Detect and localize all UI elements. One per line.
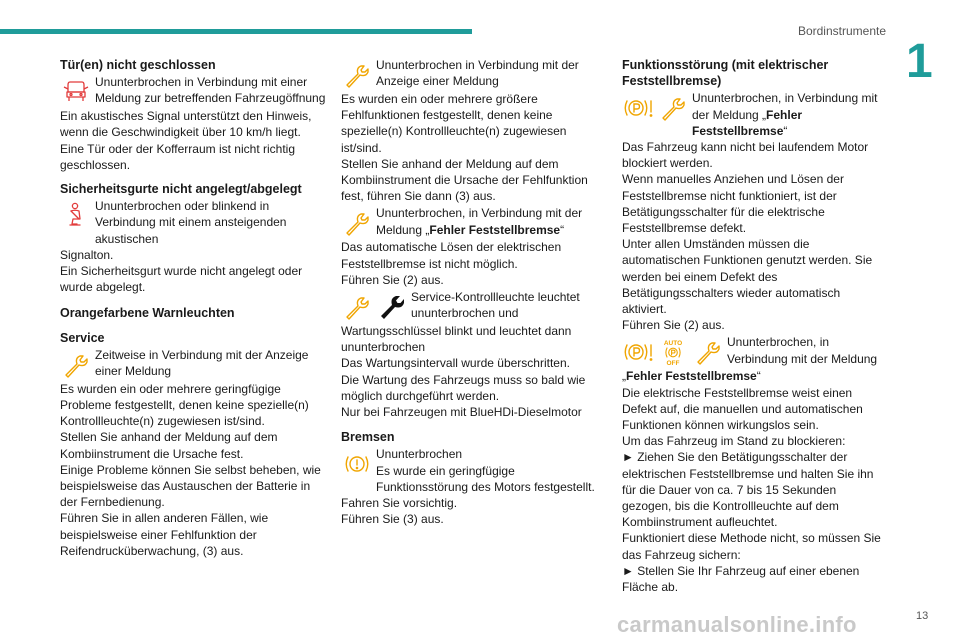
major-fault-item-text: Ununterbrochen in Verbindung mit der Anzeige einer Meldung (376, 58, 579, 89)
item-doors (60, 74, 326, 108)
column-1 (60, 57, 326, 559)
item-parking-brake-fault (341, 205, 603, 239)
paragraph: Ein Sicherheitsgurt wurde nicht angelegt oder wurde abgelegt. (60, 264, 303, 295)
off-label: OFF (666, 360, 680, 368)
wrench-warning-icon (341, 59, 373, 91)
paragraph: Einige Probleme können Sie selbst beheben, wie beispielsweise das Austauschen der Batterie in der Fernbedienung. (60, 462, 321, 510)
wrench-warning-icon (341, 207, 373, 239)
heading-brakes: Bremsen (341, 430, 395, 445)
paragraph: Das automatische Lösen der elektrischen Feststellbremse ist nicht möglich. (341, 240, 562, 271)
paragraph: Funktioniert diese Methode nicht, so müssen Sie das Fahrzeug sichern: (622, 531, 881, 562)
doors-item-text: Ununterbrochen in Verbindung mit einer Meldung zur betreffenden Fahrzeugöffnung (95, 75, 326, 106)
auto-off-icon (657, 336, 689, 368)
section-title: Bordinstrumente (797, 24, 886, 38)
paragraph: Unter allen Umständen müssen die automatischen Funktionen genutzt werden. Sie werden bei einem Defekt des Betätigungsschalters wieder automatisch aktiviert. (622, 237, 873, 317)
column-2 (341, 57, 603, 527)
wrench-icon (376, 291, 408, 323)
heading-service: Service (60, 330, 105, 345)
item-service-light (341, 289, 603, 323)
paragraph: Die elektrische Feststellbremse weist einen Defekt auf, die manuellen und automatischen Funktionen können wirkungslos sein. (622, 385, 863, 433)
seatbelts-item-text: Ununterbrochen oder blinkend in Verbindung mit einem ansteigenden akustischen (95, 199, 287, 246)
defect-item-text: Ununterbrochen, in Verbindung mit der Meldung (727, 335, 878, 366)
paragraph: Die Wartung des Fahrzeugs muss so bald wie möglich durchgeführt werden. (341, 372, 586, 403)
heading-orange-lights: Orangefarbene Warnleuchten (60, 306, 235, 321)
chapter-number: 1 (906, 35, 933, 88)
paragraph: Führen Sie in allen anderen Fällen, wie beispielsweise einer Fehlfunktion der Reifendrucküberwachung, (3) aus. (60, 511, 269, 558)
seatbelt-icon (60, 200, 92, 232)
paragraph: Stellen Sie anhand der Meldung auf dem Kombiinstrument die Ursache der Fehlfunktion fest, führen Sie dann (3) aus. (341, 156, 588, 204)
paragraph: Nur bei Fahrzeugen mit BlueHDi-Dieselmotor (341, 405, 582, 420)
brake-warning-icon (341, 448, 373, 480)
parking-brake-item-text: Ununterbrochen, in Verbindung mit der Meldung „Fehler Feststellbremse“ (376, 206, 583, 237)
paragraph: Wenn manuelles Anziehen und Lösen der Feststellbremse nicht funktioniert, ist der Betätigungsschalter für die elektrische Feststellbremse defekt. (622, 172, 844, 236)
paragraph: Wartungsschlüssel blinkt und leuchtet dann ununterbrochen (341, 324, 572, 355)
service-item-text: Zeitweise in Verbindung mit der Anzeige einer Meldung (95, 347, 309, 379)
column-3 (622, 57, 888, 595)
item-major-fault (341, 57, 603, 91)
wrench-warning-icon (341, 291, 373, 323)
parking-brake-icon (622, 92, 654, 124)
paragraph: Es wurden ein oder mehrere größere Fehlfunktionen festgestellt, denen keine spezielle(n) Kontrollleuchte(n) zugewiesen ist/sind. (341, 92, 567, 155)
wrench-warning-icon (692, 336, 724, 368)
paragraph: ► Stellen Sie Ihr Fahrzeug auf einer ebenen Fläche ab. (622, 563, 860, 595)
auto-label: AUTO (663, 340, 683, 348)
paragraph: Signalton. (60, 247, 114, 262)
paragraph: Eine Tür oder der Kofferraum ist nicht richtig geschlossen. (60, 141, 295, 172)
watermark: carmanualsonline.info (617, 612, 857, 637)
paragraph: Das Fahrzeug kann nicht bei laufendem Motor blockiert werden. (622, 140, 869, 171)
wrench-warning-icon (60, 349, 92, 381)
item-service (60, 347, 326, 381)
malfunction-item-text: Ununterbrochen, in Verbindung mit der Meldung „Fehler Feststellbremse“ (692, 91, 878, 138)
paragraph: Um das Fahrzeug im Stand zu blockieren: (622, 434, 846, 449)
paragraph: Ein akustisches Signal unterstützt den Hinweis, wenn die Geschwindigkeit über 10 km/h liegt. (60, 109, 312, 140)
heading-parking-brake-malfunction: Funktionsstörung (mit elektrischer Feststellbremse) (622, 58, 829, 89)
wrench-warning-icon (657, 92, 689, 124)
item-parking-brake-defect (622, 334, 888, 368)
service-light-item-text: Service-Kontrollleuchte leuchtet ununterbrochen und (411, 290, 580, 321)
paragraph: Es wurden ein oder mehrere geringfügige Probleme festgestellt, denen keine spezielle(n) Kontrollleuchte(n) zugewiesen ist/sind. (60, 381, 309, 429)
paragraph: Das Wartungsintervall wurde überschritten. (341, 356, 570, 371)
paragraph: Führen Sie (2) aus. (341, 272, 444, 287)
paragraph: Führen Sie (3) aus. (341, 512, 444, 527)
paragraph: „Fehler Feststellbremse“ (622, 369, 761, 384)
door-open-icon (60, 76, 92, 108)
top-accent-bar (0, 29, 472, 34)
paragraph: Stellen Sie anhand der Meldung auf dem Kombiinstrument die Ursache fest. (60, 430, 278, 461)
parking-brake-icon (622, 336, 654, 368)
page-number: 13 (916, 610, 929, 622)
paragraph: Fahren Sie vorsichtig. (341, 496, 458, 511)
heading-doors: Tür(en) nicht geschlossen (60, 58, 216, 72)
brakes-item-text: Ununterbrochen Es wurde ein geringfügige Funktionsstörung des Motors festgestellt. (376, 447, 595, 494)
item-seatbelts (60, 198, 326, 247)
paragraph: Führen Sie (2) aus. (622, 318, 725, 333)
item-brakes (341, 446, 603, 495)
heading-seatbelts: Sicherheitsgurte nicht angelegt/abgelegt (60, 182, 302, 197)
item-parking-brake-malfunction (622, 90, 888, 139)
paragraph: ► Ziehen Sie den Betätigungsschalter der elektrischen Feststellbremse und halten Sie ihn für die Dauer von ca. 7 bis 15 Sekunden gezogen, bis die Kontrollleuchte auf dem Kombiinstrument aufleuchtet. (622, 450, 874, 530)
